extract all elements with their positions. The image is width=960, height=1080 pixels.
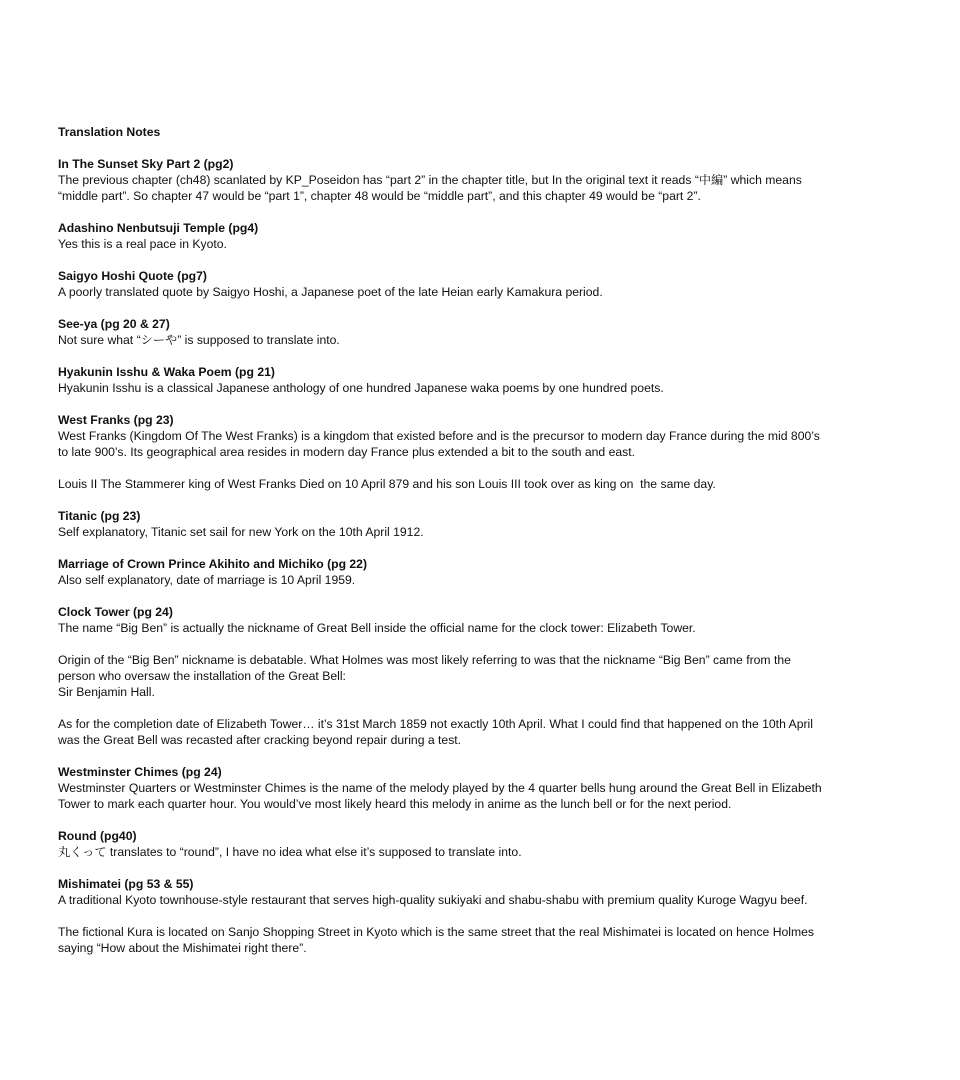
note-text-line: Self explanatory, Titanic set sail for new York on the 10th April 1912.	[58, 525, 424, 539]
note-text-line: Also self explanatory, date of marriage is 10 April 1959.	[58, 573, 356, 587]
note-heading: Saigyo Hoshi Quote (pg7)	[58, 269, 207, 283]
note-heading: Round (pg40)	[58, 829, 137, 843]
note-section	[58, 556, 904, 588]
note-paragraph	[58, 780, 904, 812]
note-text-line: West Franks (Kingdom Of The West Franks) is a kingdom that existed before and is the precursor to modern day France during the mid 800’s	[58, 429, 820, 443]
note-text-line: A traditional Kyoto townhouse-style restaurant that serves high-quality sukiyaki and shabu-shabu with premium quality Kuroge Wagyu beef.	[58, 893, 808, 907]
note-text-line: The previous chapter (ch48) scanlated by KP_Poseidon has “part 2” in the chapter title, but In the original text it reads “中編” which means	[58, 173, 802, 187]
note-text-line: Westminster Quarters or Westminster Chimes is the name of the melody played by the 4 quarter bells hung around the Great Bell in Elizabeth	[58, 781, 822, 795]
note-heading: West Franks (pg 23)	[58, 413, 174, 427]
note-heading: Titanic (pg 23)	[58, 509, 141, 523]
note-text-line: saying “How about the Mishimatei right there”.	[58, 941, 307, 955]
note-section	[58, 828, 904, 860]
note-text-line: Tower to mark each quarter hour. You would’ve most likely heard this melody in anime as the lunch bell or for the next period.	[58, 797, 732, 811]
notes-list	[58, 156, 904, 956]
note-paragraph	[58, 380, 904, 396]
note-text-line: was the Great Bell was recasted after cracking beyond repair during a test.	[58, 733, 462, 747]
note-paragraph	[58, 524, 904, 540]
note-paragraph	[58, 844, 904, 860]
note-heading: Mishimatei (pg 53 & 55)	[58, 877, 194, 891]
note-text-line: Origin of the “Big Ben” nickname is debatable. What Holmes was most likely referring to was that the nickname “Big Ben” came from the	[58, 653, 791, 667]
note-paragraph	[58, 652, 904, 700]
note-section	[58, 316, 904, 348]
note-paragraph	[58, 476, 904, 492]
note-paragraph	[58, 620, 904, 636]
note-section	[58, 508, 904, 540]
note-text-line: 丸くって translates to “round”, I have no idea what else it’s supposed to translate into.	[58, 845, 522, 859]
note-paragraph	[58, 716, 904, 748]
note-text-line: person who oversaw the installation of the Great Bell:	[58, 669, 346, 683]
note-text-line: Not sure what “シーや” is supposed to translate into.	[58, 333, 340, 347]
document-body	[58, 124, 904, 972]
note-text-line: to late 900’s. Its geographical area resides in modern day France plus extended a bit to the south and east.	[58, 445, 636, 459]
note-paragraph	[58, 236, 904, 252]
note-section	[58, 764, 904, 812]
note-paragraph	[58, 172, 904, 204]
note-text-line: The name “Big Ben” is actually the nickname of Great Bell inside the official name for the clock tower: Elizabeth Tower.	[58, 621, 696, 635]
note-paragraph	[58, 284, 904, 300]
note-text-line: As for the completion date of Elizabeth Tower… it’s 31st March 1859 not exactly 10th April. What I could find that happened on the 10th April	[58, 717, 813, 731]
note-text-line: Hyakunin Isshu is a classical Japanese anthology of one hundred Japanese waka poems by one hundred poets.	[58, 381, 664, 395]
document-title: Translation Notes	[58, 125, 161, 139]
note-heading: Adashino Nenbutsuji Temple (pg4)	[58, 221, 259, 235]
note-text-line: “middle part”. So chapter 47 would be “part 1”, chapter 48 would be “middle part”, and this chapter 49 would be “part 2”.	[58, 189, 701, 203]
note-heading: Hyakunin Isshu & Waka Poem (pg 21)	[58, 365, 275, 379]
note-section	[58, 220, 904, 252]
note-section	[58, 268, 904, 300]
note-section	[58, 876, 904, 956]
note-heading: See-ya (pg 20 & 27)	[58, 317, 170, 331]
note-heading: Westminster Chimes (pg 24)	[58, 765, 222, 779]
note-text-line: Louis II The Stammerer king of West Franks Died on 10 April 879 and his son Louis III took over as king on the same day.	[58, 477, 716, 491]
note-text-line: Yes this is a real pace in Kyoto.	[58, 237, 227, 251]
note-paragraph	[58, 332, 904, 348]
note-paragraph	[58, 892, 904, 908]
note-paragraph	[58, 428, 904, 460]
note-text-line: The fictional Kura is located on Sanjo Shopping Street in Kyoto which is the same street that the real Mishimatei is located on hence Holmes	[58, 925, 815, 939]
note-heading: Clock Tower (pg 24)	[58, 605, 173, 619]
note-heading: Marriage of Crown Prince Akihito and Michiko (pg 22)	[58, 557, 368, 571]
note-heading: In The Sunset Sky Part 2 (pg2)	[58, 157, 234, 171]
note-section	[58, 412, 904, 492]
note-text-line: A poorly translated quote by Saigyo Hoshi, a Japanese poet of the late Heian early Kamakura period.	[58, 285, 603, 299]
note-section	[58, 156, 904, 204]
note-text-line: Sir Benjamin Hall.	[58, 685, 155, 699]
note-section	[58, 604, 904, 748]
note-section	[58, 364, 904, 396]
note-paragraph	[58, 572, 904, 588]
note-paragraph	[58, 924, 904, 956]
